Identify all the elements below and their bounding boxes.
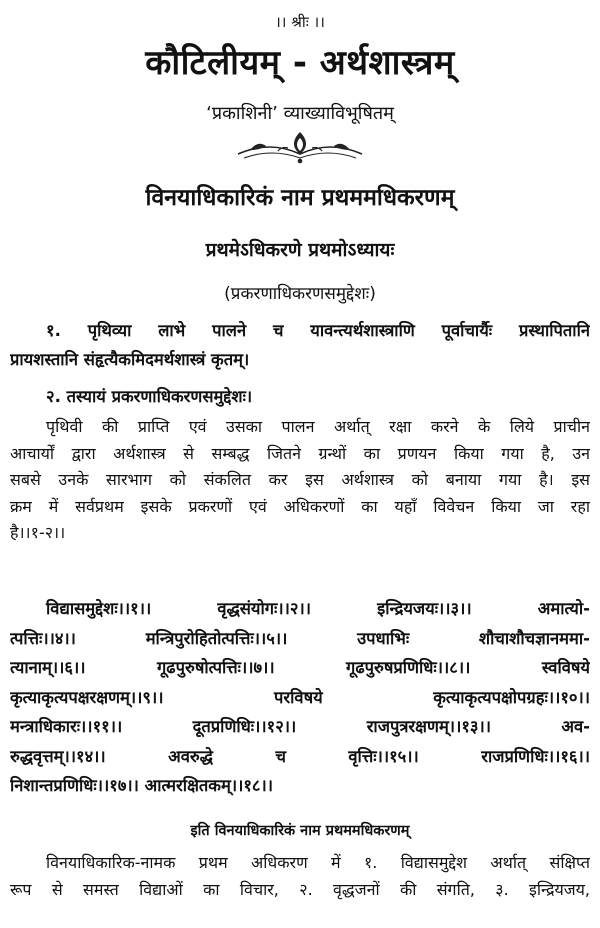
commentary-line: सबसे उनके सारभाग को संकलित कर इस अर्थशास्त्र को बनाया गया है। इस (10, 470, 590, 489)
sutra-1-line: प्रायशस्तानि संहृत्यैकमिदमर्थशास्त्रं कृतम्। (10, 350, 250, 369)
topics-line: मन्त्राधिकारः।।११।। दूतप्रणिधिः।।१२।। राजपुत्ररक्षणम्।।१३।। अव- (10, 717, 590, 736)
book-title: कौटिलीयम् - अर्थशास्त्रम् (145, 43, 455, 83)
adhikarana-heading: विनयाधिकारिकं नाम प्रथममधिकरणम् (145, 185, 455, 211)
commentary-line: रूप से समस्त विद्याओं का विचार, २. वृद्धजनों की संगति, ३. इन्द्रियजय, (10, 879, 590, 899)
topics-line: त्पत्तिः।।४।। मन्त्रिपुरोहितोत्पत्तिः।।५।। उपधाभिः शौचाशौचज्ञानममा- (10, 628, 590, 648)
colophon: इति विनयाधिकारिकं नाम प्रथममधिकरणम् (190, 823, 410, 839)
topic-heading: (प्रकरणाधिकरणसमुद्देशः) (224, 284, 376, 304)
commentary-paragraph-2 (10, 850, 590, 903)
book-subtitle: ‘प्रकाशिनी’ व्याख्याविभूषितम् (206, 103, 394, 124)
commentary-line: आचार्यों द्वारा अर्थशास्त्र से सम्बद्ध जितने ग्रन्थों का प्रणयन किया गया है, उन (10, 443, 590, 463)
topics-line: कृत्याकृत्यपक्षरक्षणम्।।९।। परविषये कृत्याकृत्यपक्षोपग्रहः।।१०।। (10, 687, 590, 707)
invocation: ।। श्रीः ।। (275, 13, 325, 31)
commentary-line: है।।१-२।। (10, 523, 66, 542)
topics-line: निशान्तप्रणिधिः।।१७।। आत्मरक्षितकम्।।१८।। (10, 776, 274, 795)
topics-list (10, 594, 590, 801)
sutra-2 (10, 382, 590, 411)
ornament-flourish-icon (230, 128, 370, 166)
commentary-line: विनयाधिकारिक-नामक प्रथम अधिकरण में १. विद्यासमुद्देश अर्थात् संक्षिप्त (46, 853, 590, 872)
sutra-1 (10, 316, 590, 374)
topics-line: रुद्धवृत्तम्।।१४।। अवरुद्धे च वृत्तिः।।१५।। राजप्रणिधिः।।१६।। (10, 746, 590, 766)
chapter-heading: प्रथमेऽधिकरणे प्रथमोऽध्यायः (205, 239, 395, 261)
commentary-paragraph-1 (10, 414, 590, 547)
sutra-2-line: २. तस्यायं प्रकरणाधिकरणसमुद्देशः। (46, 387, 253, 406)
topics-line: विद्यासमुद्देशः।।१।। वृद्धसंयोगः।।२।। इन्द्रियजयः।।३।। अमात्यो- (46, 599, 590, 618)
commentary-line: क्रम में सर्वप्रथम इसके प्रकरणों एवं अधिकरणों का यहाँ विवेचन किया जा रहा (10, 496, 590, 516)
sutra-1-line: १. पृथिव्या लाभे पालने च यावन्त्यर्थशास्त्राणि पूर्वाचार्यैः प्रस्थापितानि (46, 321, 590, 340)
commentary-line: पृथिवी की प्राप्ति एवं उसका पालन अर्थात् रक्षा करने के लिये प्राचीन (46, 417, 590, 436)
topics-line: त्यानाम्।।६।। गूढपुरुषोत्पत्तिः।।७।। गूढपुरुषप्रणिधिः।।८।। स्वविषये (10, 658, 590, 677)
